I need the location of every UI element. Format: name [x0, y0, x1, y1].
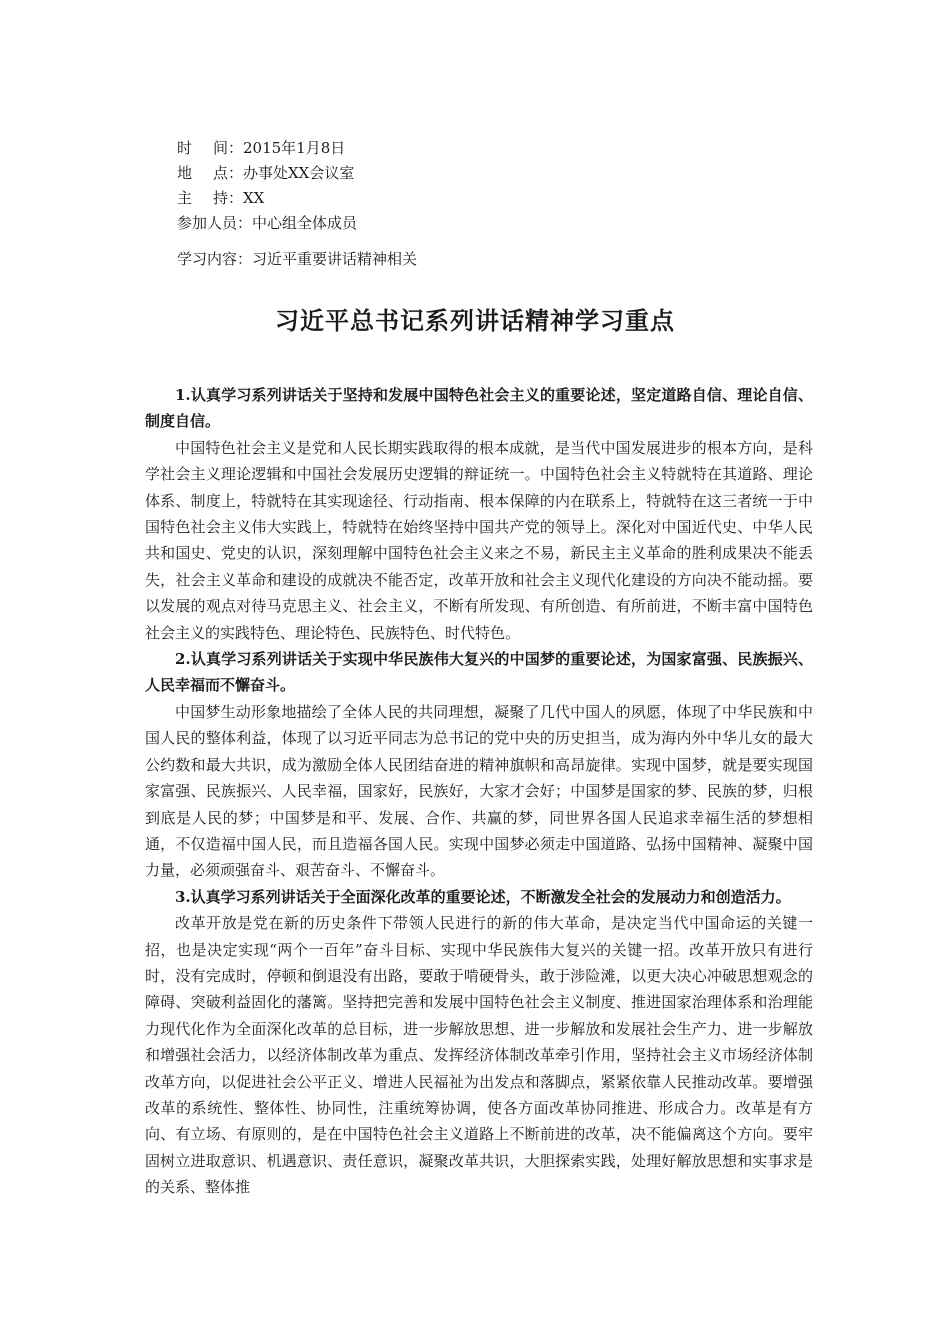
meeting-time-label: 时 间： — [177, 139, 243, 157]
meeting-host-row — [177, 186, 817, 211]
study-content-value: 习近平重要讲话精神相关 — [252, 250, 418, 268]
meeting-place-row — [177, 161, 817, 186]
study-content-row — [177, 247, 817, 272]
meeting-host-label: 主 持： — [177, 189, 243, 207]
meeting-time-row — [177, 136, 817, 161]
section-paragraph: 中国梦生动形象地描绘了全体人民的共同理想，凝聚了几代中国人的夙愿，体现了中华民族和中国人民的整体利益，体现了以习近平同志为总书记的党中央的历史担当，成为海内外中华儿女的最大公约数和最大共识，成为激励全体人民团结奋进的精神旗帜和高昂旋律。实现中国梦，就是要实现国家富强、民族振兴、人民幸福，国家好，民族好，大家才会好；中国梦是国家的梦、民族的梦，归根到底是人民的梦；中国梦是和平、发展、合作、共赢的梦，同世界各国人民追求幸福生活的梦想相通，不仅造福中国人民，而且造福各国人民。实现中国梦必须走中国道路、弘扬中国精神、凝聚中国力量，必须顽强奋斗、艰苦奋斗、不懈奋斗。 — [145, 702, 813, 880]
meeting-host-value: XX — [243, 189, 265, 207]
meeting-place-value: 办事处XX会议室 — [243, 164, 355, 182]
meeting-time-value: 2015年1月8日 — [243, 139, 346, 157]
section-paragraph: 中国特色社会主义是党和人民长期实践取得的根本成就，是当代中国发展进步的根本方向，是科学社会主义理论逻辑和中国社会发展历史逻辑的辩证统一。中国特色社会主义特就特在其道路、理论体系、制度上，特就特在其实现途径、行动指南、根本保障的内在联系上，特就特在这三者统一于中国特色社会主义伟大实践上，特就特在始终坚持中国共产党的领导上。深化对中国近代史、中华人民共和国史、党史的认识，深刻理解中国特色社会主义来之不易，新民主主义革命的胜利成果决不能丢失，社会主义革命和建设的成就决不能否定，改革开放和社会主义现代化建设的方向决不能动摇。要以发展的观点对待马克思主义、社会主义，不断有所发现、有所创造、有所前进，不断丰富中国特色社会主义的实践特色、理论特色、民族特色、时代特色。 — [145, 438, 813, 642]
document-body — [145, 382, 813, 1201]
meeting-attendees-row — [177, 211, 817, 236]
meeting-info — [177, 136, 817, 272]
document-title: 习近平总书记系列讲话精神学习重点 — [275, 307, 675, 335]
section-heading: 1.认真学习系列讲话关于坚持和发展中国特色社会主义的重要论述，坚定道路自信、理论自信、制度自信。 — [145, 386, 813, 431]
meeting-attendees-value: 中心组全体成员 — [252, 214, 358, 232]
section-heading: 2.认真学习系列讲话关于实现中华民族伟大复兴的中国梦的重要论述，为国家富强、民族振兴、人民幸福而不懈奋斗。 — [145, 650, 813, 695]
meeting-attendees-label: 参加人员： — [177, 214, 253, 232]
study-content-label: 学习内容： — [177, 250, 253, 268]
section-heading: 3.认真学习系列讲话关于全面深化改革的重要论述，不断激发全社会的发展动力和创造活力。 — [175, 887, 791, 906]
meeting-place-label: 地 点： — [177, 164, 243, 182]
section-paragraph: 改革开放是党在新的历史条件下带领人民进行的新的伟大革命，是决定当代中国命运的关键一招，也是决定实现“两个一百年”奋斗目标、实现中华民族伟大复兴的关键一招。改革开放只有进行时，没有完成时，停顿和倒退没有出路，要敢于啃硬骨头，敢于涉险滩，以更大决心冲破思想观念的障碍、突破利益固化的藩篱。坚持把完善和发展中国特色社会主义制度、推进国家治理体系和治理能力现代化作为全面深化改革的总目标，进一步解放思想、进一步解放和发展社会生产力、进一步解放和增强社会活力，以经济体制改革为重点、发挥经济体制改革牵引作用，坚持社会主义市场经济体制改革方向，以促进社会公平正义、增进人民福祉为出发点和落脚点，紧紧依靠人民推动改革。要增强改革的系统性、整体性、协同性，注重统筹协调，使各方面改革协同推进、形成合力。改革是有方向、有立场、有原则的，是在中国特色社会主义道路上不断前进的改革，决不能偏离这个方向。要牢固树立进取意识、机遇意识、责任意识，凝聚改革共识，大胆探索实践，处理好解放思想和实事求是的关系、整体推 — [145, 914, 813, 1197]
